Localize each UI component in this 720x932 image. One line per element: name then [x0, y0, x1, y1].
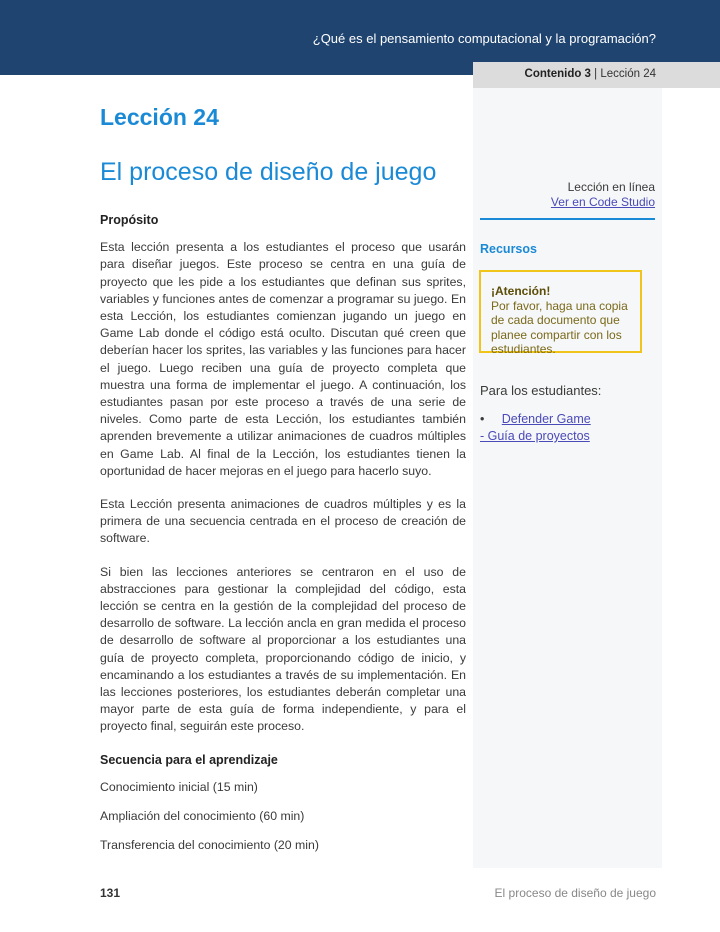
online-lesson [551, 180, 655, 210]
resources-heading: Recursos [480, 242, 537, 256]
content-number: Contenido 3 [524, 68, 591, 80]
lesson-title: El proceso de diseño de juego [100, 158, 437, 186]
paragraph: Esta Lección presenta animaciones de cuadros múltiples y es la primera de una secuencia centrada en el proceso de creación de software. [100, 497, 466, 546]
project-guide-link[interactable]: - Guía de proyectos [480, 429, 590, 443]
header-title: ¿Qué es el pensamiento computacional y la programación? [312, 31, 656, 46]
paragraph: Si bien las lecciones anteriores se centraron en el uso de abstracciones para gestionar la complejidad del código, esta lección se centra en la gestión de la complejidad del proceso de desarrollo de software. La lección ancla en gran medida el proceso de desarrollo de software al proporcionar a los estudiantes una guía de proyecto completa, proporcionando código de inicio, y encaminando a los estudiantes a través de su implementación. En las lecciones posteriores, los estudiantes deberán completar una mayor parte de esta guía de forma independiente, y para el proyecto final, seguirán este proceso. [100, 564, 466, 734]
code-studio-link[interactable]: Ver en Code Studio [550, 195, 655, 209]
sequence-item: Ampliación del conocimiento (60 min) [100, 809, 305, 824]
students-label: Para los estudiantes: [480, 383, 602, 398]
sequence-heading: Secuencia para el aprendizaje [100, 752, 278, 767]
separator: | [594, 68, 598, 80]
resource-list [480, 411, 591, 445]
divider [480, 218, 655, 220]
lesson-number: Lección 24 [100, 104, 219, 130]
purpose-heading: Propósito [100, 213, 159, 227]
main-content [100, 212, 466, 867]
page-number: 131 [100, 886, 121, 900]
sequence-item: Transferencia del conocimiento (20 min) [100, 838, 319, 853]
footer-title: El proceso de diseño de juego [494, 886, 656, 900]
sequence-item: Conocimiento inicial (15 min) [100, 779, 258, 794]
warning-text: Por favor, haga una copia de cada documento que planee compartir con los estudiantes. [491, 298, 628, 356]
online-label: Lección en línea [567, 180, 655, 194]
content-lesson-label [525, 68, 656, 80]
bullet: • [480, 412, 485, 426]
paragraph: Esta lección presenta a los estudiantes el proceso que usarán para diseñar juegos. Este proceso se centra en una guía de proyecto que les pide a los estudiantes que definan sus sprites, variables y funciones antes de comenzar a programar su juego. En esta Lección, los estudiantes comienzan jugando un juego en Game Lab donde el código está oculto. Discutan qué creen que deberían hacer los sprites, las variables y las funciones para hacer el juego. Luego reciben una guía de proyecto completa que muestra una forma de implementar el juego. A continuación, los estudiantes pasan por este proceso a través de una serie de niveles. Como parte de esta Lección, los estudiantes también aprenden brevemente a utilizar animaciones de cuadros múltiples en Game Lab. Al final de la Lección, los estudiantes tienen la oportunidad de hacer mejoras en el juego para hacerlo suyo. [100, 240, 466, 478]
warning-box [479, 270, 642, 356]
lesson-label: Lección 24 [600, 68, 656, 80]
warning-title: ¡Atención! [491, 284, 551, 298]
defender-game-link[interactable]: Defender Game [501, 412, 591, 426]
